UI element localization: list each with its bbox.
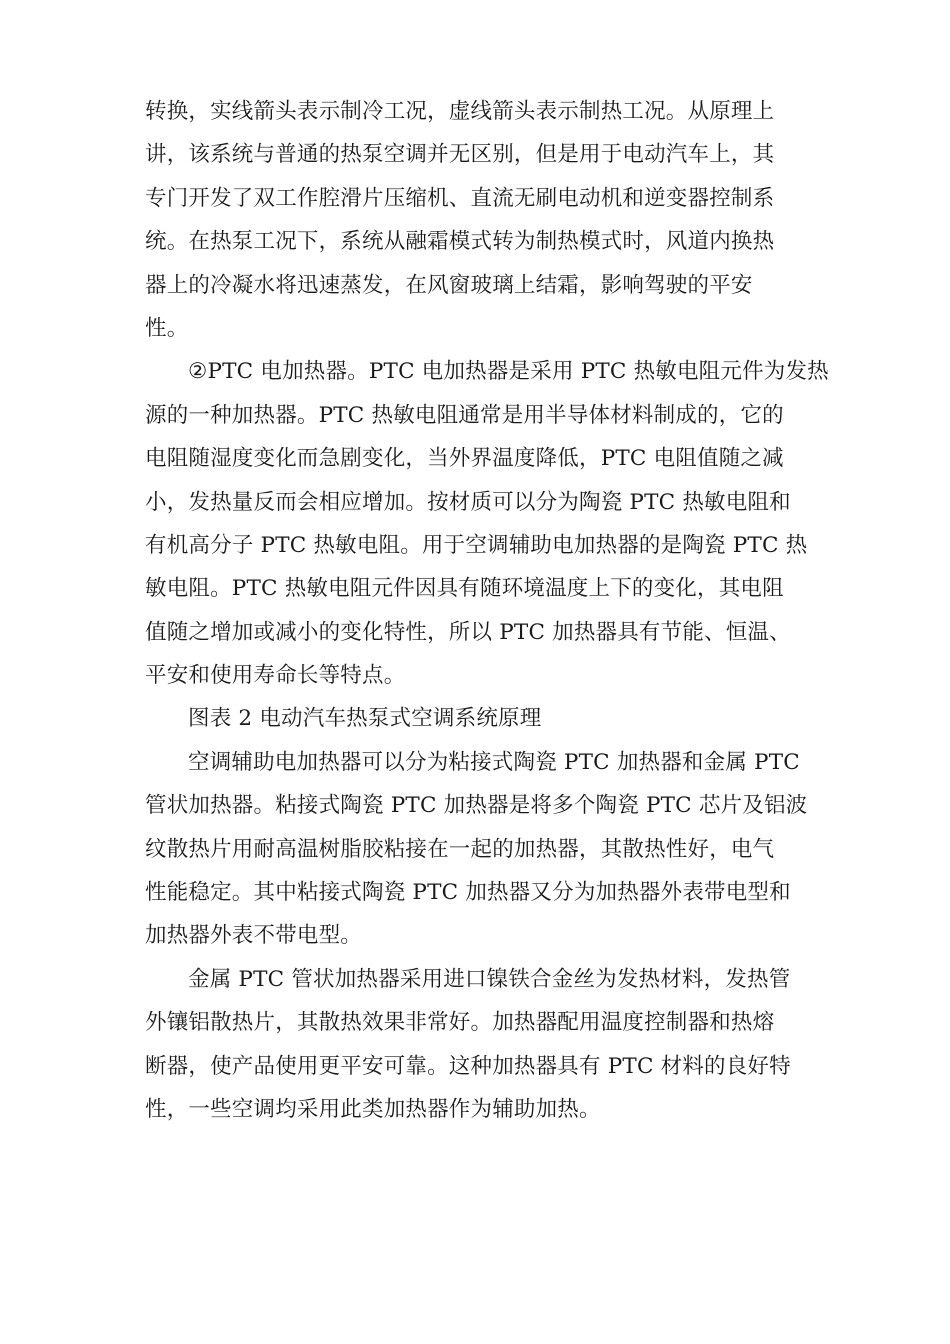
text-line: 源的一种加热器。PTC 热敏电阻通常是用半导体材料制成的，它的 xyxy=(145,402,784,428)
text-line: 统。在热泵工况下，系统从融霜模式转为制热模式时，风道内换热 xyxy=(145,229,775,255)
text-line: 有机高分子 PTC 热敏电阻。用于空调辅助电加热器的是陶瓷 PTC 热 xyxy=(145,532,808,558)
text-line: 值随之增加或减小的变化特性，所以 PTC 加热器具有节能、恒温、 xyxy=(145,619,791,645)
text-line: 加热器外表不带电型。 xyxy=(145,923,363,949)
text-line: 性，一些空调均采用此类加热器作为辅助加热。 xyxy=(145,1096,601,1122)
text-line: 讲，该系统与普通的热泵空调并无区别，但是用于电动汽车上，其 xyxy=(145,142,775,168)
text-line: 纹散热片用耐高温树脂胶粘接在一起的加热器，其散热性好，电气 xyxy=(145,836,775,862)
text-line: 器上的冷凝水将迅速蒸发，在风窗玻璃上结霜，影响驾驶的平安 xyxy=(145,272,753,298)
text-line: 小，发热量反而会相应增加。按材质可以分为陶瓷 PTC 热敏电阻和 xyxy=(145,489,791,515)
paragraph-auxiliary-heater xyxy=(145,741,810,958)
text-line: 性能稳定。其中粘接式陶瓷 PTC 加热器又分为加热器外表带电型和 xyxy=(145,880,791,906)
text-line: 专门开发了双工作腔滑片压缩机、直流无刷电动机和逆变器控制系 xyxy=(145,185,775,211)
text-line: 外镶铝散热片，其散热效果非常好。加热器配用温度控制器和热熔 xyxy=(145,1010,775,1036)
text-line: 金属 PTC 管状加热器采用进口镍铁合金丝为发热材料，发热管 xyxy=(188,966,791,992)
figure-caption xyxy=(145,697,810,740)
paragraph-ptc-heater xyxy=(145,350,829,697)
text-line: ②PTC 电加热器。PTC 电加热器是采用 PTC 热敏电阻元件为发热 xyxy=(188,359,829,385)
text-line: 断器，使产品使用更平安可靠。这种加热器具有 PTC 材料的良好特 xyxy=(145,1053,791,1079)
paragraph-heat-pump-system xyxy=(145,90,810,350)
text-line: 性。 xyxy=(145,315,189,341)
text-line: 转换，实线箭头表示制冷工况，虚线箭头表示制热工况。从原理上 xyxy=(145,99,775,124)
text-line: 管状加热器。粘接式陶瓷 PTC 加热器是将多个陶瓷 PTC 芯片及铝波 xyxy=(145,793,808,819)
text-line: 空调辅助电加热器可以分为粘接式陶瓷 PTC 加热器和金属 PTC xyxy=(188,749,800,775)
paragraph-metal-ptc-heater xyxy=(145,958,810,1132)
document-body xyxy=(145,90,829,1131)
caption-line: 图表 2 电动汽车热泵式空调系统原理 xyxy=(188,706,542,732)
text-line: 敏电阻。PTC 热敏电阻元件因具有随环境温度上下的变化，其电阻 xyxy=(145,576,784,602)
text-line: 平安和使用寿命长等特点。 xyxy=(145,663,406,689)
text-line: 电阻随湿度变化而急剧变化，当外界温度降低，PTC 电阻值随之减 xyxy=(145,446,784,472)
